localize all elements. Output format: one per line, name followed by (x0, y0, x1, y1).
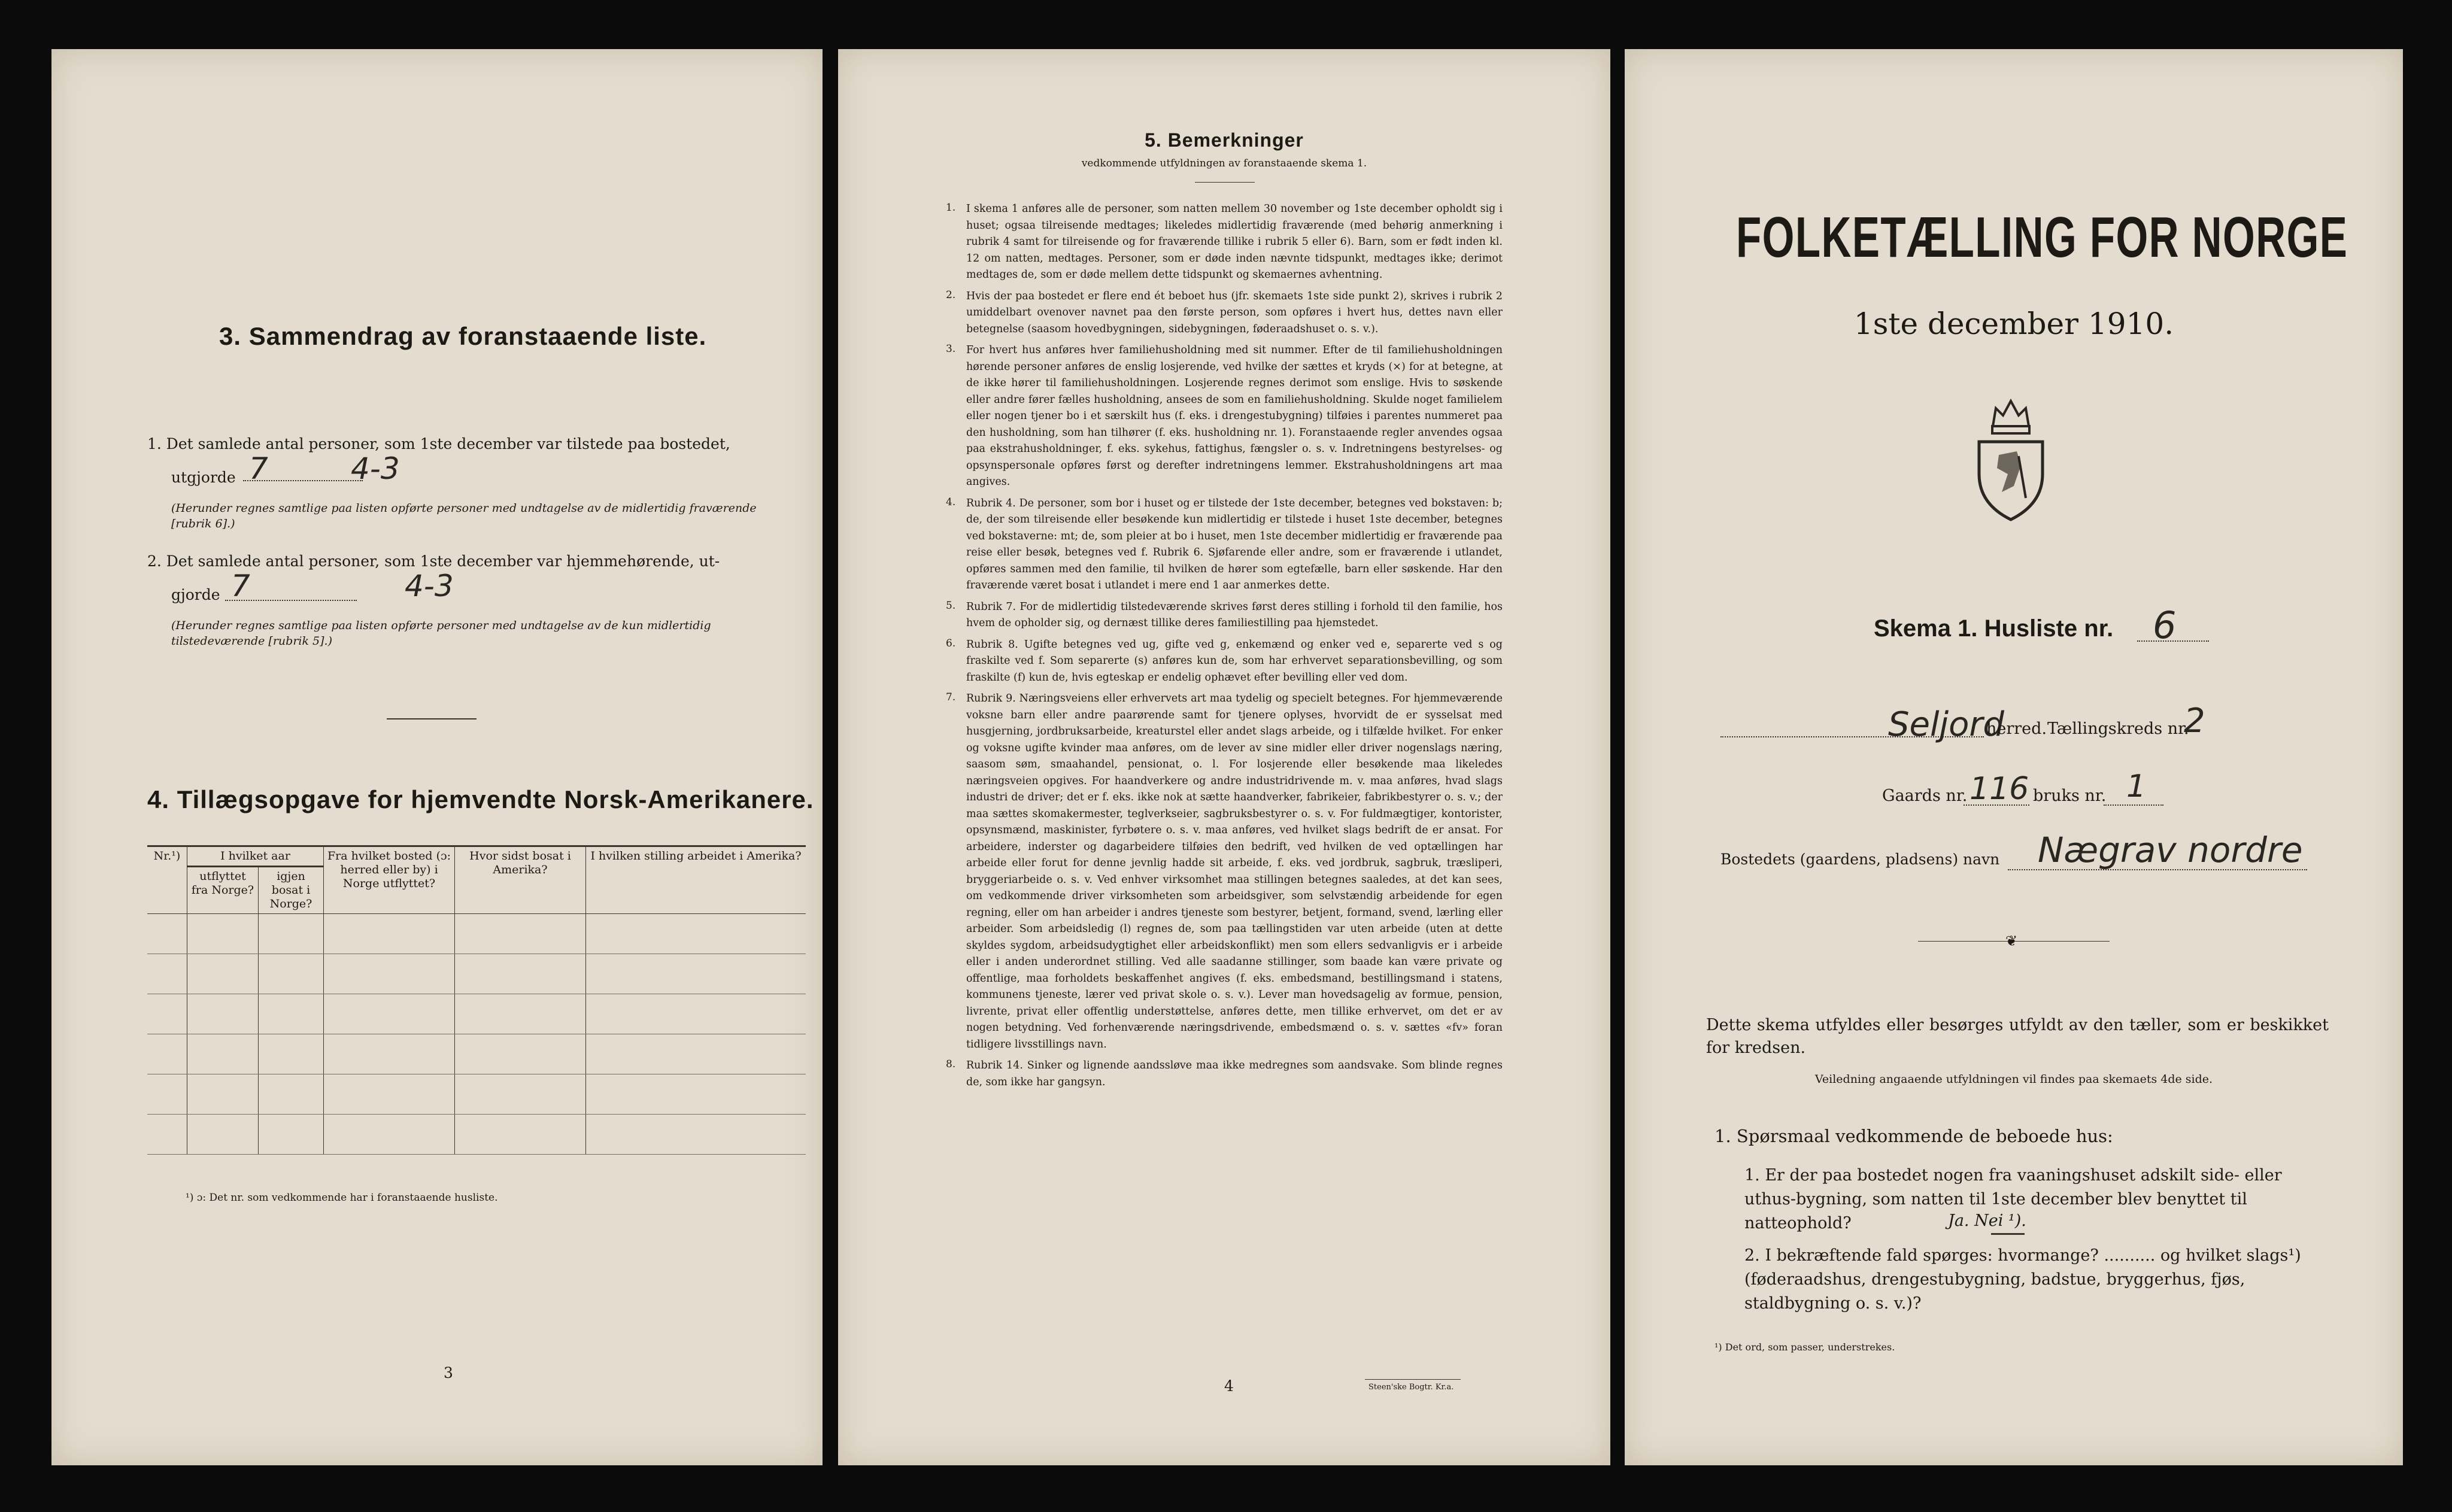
list-item: 1. I skema 1 anføres alle de personer, som natten mellem 30 november og 1ste december opholdt sig i huset; ogsaa tilreisende medtages; likeledes midlertidig fraværende (med behørig anmerkning i rubrik 4 samt for tilreisende og for fraværende tillike i rubrik 5 eller 6). Barn, som er født inden kl. 12 om natten, medtages. Personer, som er døde inden nævnte tidspunkt, medtages ikke; derimot medtages de, som er døde mellem dette tidspunkt og skemaernes avhentning. (946, 202, 1503, 281)
remarks-title: 5. Bemerkninger (1145, 129, 1304, 151)
questions-header: 1. Spørsmaal vedkommende de beboede hus: (1714, 1126, 2113, 1146)
item-2-note: (Herunder regnes samtlige paa listen opførte personer med undtagelse av de kun midlertidig tilstedeværende [rubrik 5].) (171, 619, 711, 648)
bosted-value: Nægrav nordre (2038, 830, 2303, 870)
divider (387, 718, 477, 719)
table-row (147, 994, 806, 1034)
answer-underline (1991, 1233, 2025, 1235)
census-date: 1ste december 1910. (1853, 306, 2174, 341)
item-2-value: 7 (231, 569, 250, 603)
section-4-title: 4. Tillægsopgave for hjemvendte Norsk-Amerikanere. (147, 785, 814, 813)
col-nr: Nr.¹) (147, 846, 187, 914)
col-amerika: Hvor sidst bosat i Amerika? (455, 846, 586, 914)
norsk-amerikanere-table (147, 845, 806, 1155)
item-1-value: 7 (249, 451, 268, 486)
coat-of-arms-icon (1966, 384, 2056, 522)
table-row (147, 1074, 806, 1115)
page-number: 3 (444, 1364, 453, 1382)
table-row (147, 1034, 806, 1074)
question-2: 2. I bekræftende fald spørges: hvormange? .......... og hvilket slags¹) (føderaadshus, drengestubygning, badstue, bryggerhus, fjøs, staldbygning o. s. v.)? (1744, 1246, 2301, 1313)
question-1-answer: Ja. Nei ¹). (1948, 1212, 2026, 1230)
herred-label: herred. (1986, 719, 2047, 738)
col-aar: I hvilket aar (187, 846, 324, 867)
list-item: 5. Rubrik 7. For de midlertidig tilstedeværende skrives først deres stilling i forhold til den familie, hos hvem de opholder sig, og dernæst tillike deres familiestilling paa hjemstedet. (946, 599, 1503, 629)
page-middle (838, 49, 1610, 1465)
krets-value: 2 (2184, 702, 2205, 740)
list-item: 3. For hvert hus anføres hver familiehusholdning med sit nummer. Efter de til familiehusholdningen hørende personer anføres de enslig losjerende, ved hvilke der sættes et kryds (×) for at betegne, at de ikke hører til familiehusholdningen. Losjerende regnes derimot som enslige. Hvis to søskende eller andre fører fælles husholdning, ansees de som en familiehusholdning. Skulde noget familielem eller nogen tjener bo i et særskilt hus (f. eks. i drengestubygning) tilføies i parentes nummeret paa den husholdning, som han tilhører (f. eks. husholdning nr. 1). Foranstaaende regler anvendes ogsaa paa ekstrahusholdninger, f. eks. sykehus, fattighus, fængsler o. s. v. Indretningens bestyrelses- og opsynspersonale opføres først og derefter indretningens lemmer. Ekstrahusholdningens art maa angives. (946, 343, 1503, 488)
bosted-label: Bostedets (gaardens, pladsens) navn (1720, 851, 2000, 868)
page-number: 4 (1224, 1377, 1234, 1395)
table-row (147, 1115, 806, 1155)
remarks-subtitle: vedkommende utfyldningen av foranstaaende skema 1. (1081, 157, 1367, 169)
item-1-note: (Herunder regnes samtlige paa listen opførte personer med undtagelse av de midlertidig fraværende [rubrik 6].) (171, 502, 757, 530)
remarks-list (946, 201, 1503, 1091)
item-2-label: gjorde (171, 586, 220, 603)
printer-imprint: Steen'ske Bogtr. Kr.a. (1368, 1383, 1454, 1392)
list-item: 4. Rubrik 4. De personer, som bor i huset og er tilstede der 1ste december, betegnes ved bokstaven: b; de, der som tilreisende eller besøkende kun midlertidig er tilstede i huset 1ste december, betegnes ved bokstaverne: mt; de, som pleier at bo i huset, men 1ste december midlertidig er fraværende paa reise eller besøk, betegnes ved f. Rubrik 6. Sjøfarende eller andre, som er fraværende i utlandet, opføres sammen med den familie, til hvilken de hører som egtefælle, barn eller søskende. Har den fraværende været bosat i utlandet i mere end 1 aar anmerkes dette. (946, 496, 1503, 591)
bruks-label: bruks nr. (2033, 787, 2107, 805)
footnote: ¹) Det ord, som passer, understrekes. (1714, 1341, 1895, 1353)
table-row (147, 914, 806, 954)
list-item: 8. Rubrik 14. Sinker og lignende aandssløve maa ikke medregnes som aandsvake. Som blinde regnes de, som ikke har gangsyn. (946, 1058, 1503, 1088)
instructions-sub: Veiledning angaaende utfyldningen vil findes paa skemaets 4de side. (1814, 1073, 2213, 1086)
page-right (1625, 49, 2403, 1465)
item-1-label: utgjorde (171, 469, 236, 486)
herred-value: Seljord (1888, 705, 2004, 744)
krets-label: Tællingskreds nr. (2047, 719, 2189, 738)
col-stilling: I hvilken stilling arbeidet i Amerika? (586, 846, 806, 914)
instructions: Dette skema utfyldes eller besørges utfyldt av den tæller, som er beskikket for kredsen. (1706, 1016, 2329, 1057)
husliste-number: 6 (2153, 603, 2177, 647)
main-title: FOLKETÆLLING FOR NORGE (1736, 205, 2348, 269)
item-2-text: 2. Det samlede antal personer, som 1ste december var hjemmehørende, ut- (147, 552, 720, 570)
table-row (147, 954, 806, 994)
list-item: 2. Hvis der paa bostedet er flere end ét beboet hus (jfr. skemaets 1ste side punkt 2), skrives i rubrik 2 umiddelbart ovenover navnet paa den første person, som opføres i hvert hus, dettes navn eller betegnelse (saasom hovedbygningen, sidebygningen, føderaadshuset o. s. v.). (946, 289, 1503, 335)
section-3-title: 3. Sammendrag av foranstaaende liste. (219, 322, 707, 350)
schema-label: Skema 1. Husliste nr. (1874, 615, 2114, 642)
bruks-value: 1 (2126, 769, 2147, 804)
gaards-value: 116 (1970, 771, 2029, 807)
col-utflyttet: utflyttet fra Norge? (187, 867, 259, 914)
list-item: 6. Rubrik 8. Ugifte betegnes ved ug, gifte ved g, enkemænd og enker ved e, separerte ved s og fraskilte ved f. Som separerte (s) anføres kun de, som har erhvervet separationsbevilling, og som fraskilte (f) kun de, hvis egteskap er endelig ophævet efter bevilling eller ved dom. (946, 637, 1503, 684)
ornament-icon: ❦ (2005, 933, 2018, 949)
table-footnote: ¹) ɔ: Det nr. som vedkommende har i foranstaaende husliste. (186, 1192, 498, 1204)
question-1: 1. Er der paa bostedet nogen fra vaaningshuset adskilt side- eller uthus-bygning, som natten til 1ste december blev benyttet til natteophold? (1744, 1166, 2282, 1232)
page-left (51, 49, 823, 1465)
col-bosted: Fra hvilket bosted (ɔ: herred eller by) i Norge utflyttet? (324, 846, 455, 914)
item-1-text: 1. Det samlede antal personer, som 1ste december var tilstede paa bostedet, (147, 435, 730, 453)
col-bosat: igjen bosat i Norge? (259, 867, 324, 914)
list-item: 7. Rubrik 9. Næringsveiens eller erhvervets art maa tydelig og specielt betegnes. For hjemmeværende voksne barn eller andre paarørende samt for tjenere oplyses, hvorvidt de er sysselsat med husgjerning, jordbruksarbeide, kreaturstel eller andet slags arbeide, og i tilfælde hvilket. For enker og voksne ugifte kvinder maa anføres, om de lever av sine midler eller driver nogenslags næring, saasom søm, smaahandel, pensionat, o. l. For losjerende eller besøkende maa likeledes næringsveien opgives. For haandverkere og andre industridrivende m. v. maa anføres, hvad slags industri de driver; det er f. eks. ikke nok at sætte haandverker, fabrikeier, fabrikbestyrer o. s. v.; der maa sættes skomakermester, teglverkseier, sagbruksbestyrer o. s. v. For fuldmægtiger, kontorister, opsynsmænd, maskinister, fyrbøtere o. s. v. maa anføres, ved hvilket slags bedrift de er ansat. For arbeidere, inderster og dagarbeidere tilføies den bedrift, ved hvilken de ved optællingen har arbeide eller forut for denne jevnlig hadde sit arbeide, f. eks. ved jordbruk, sagbruk, træsliperi, bryggeriarbeide o. s. v. Ved enhver virksomhet maa stillingen betegnes saaledes, at det kan sees, om vedkommende driver virksomheten som arbeidsgiver, som selvstændig arbeidende for egen regning, eller om han arbeider i andres tjeneste som bestyrer, betjent, formand, svend, lærling eller arbeider. Som arbeidsledig (l) regnes de, som paa tællingstiden var uten arbeide (uten at dette skyldes sygdom, arbeidsudygtighet eller arbeidskonflikt) men som ellers sedvanligvis er i arbeide eller i anden underordnet stilling. Ved alle saadanne stillinger, som baade kan være private og offentlige, maa forholdets beskaffenhet angives (f. eks. embedsmand, bestillingsmand i statens, kommunens tjeneste, lærer ved privat skole o. s. v.). Lever man hovedsagelig av formue, pension, livrente, privat eller offentlig understøttelse, anføres dette, men tillike erhvervet, om det er av nogen betydning. Ved forhenværende næringsdrivende, embedsmænd o. s. v. sættes «fv» foran tidligere livsstillings navn. (946, 691, 1503, 1050)
item-1-note-value: 4-3 (351, 451, 400, 486)
item-2-note-value: 4-3 (405, 569, 454, 603)
gaards-label: Gaards nr. (1882, 787, 1968, 805)
